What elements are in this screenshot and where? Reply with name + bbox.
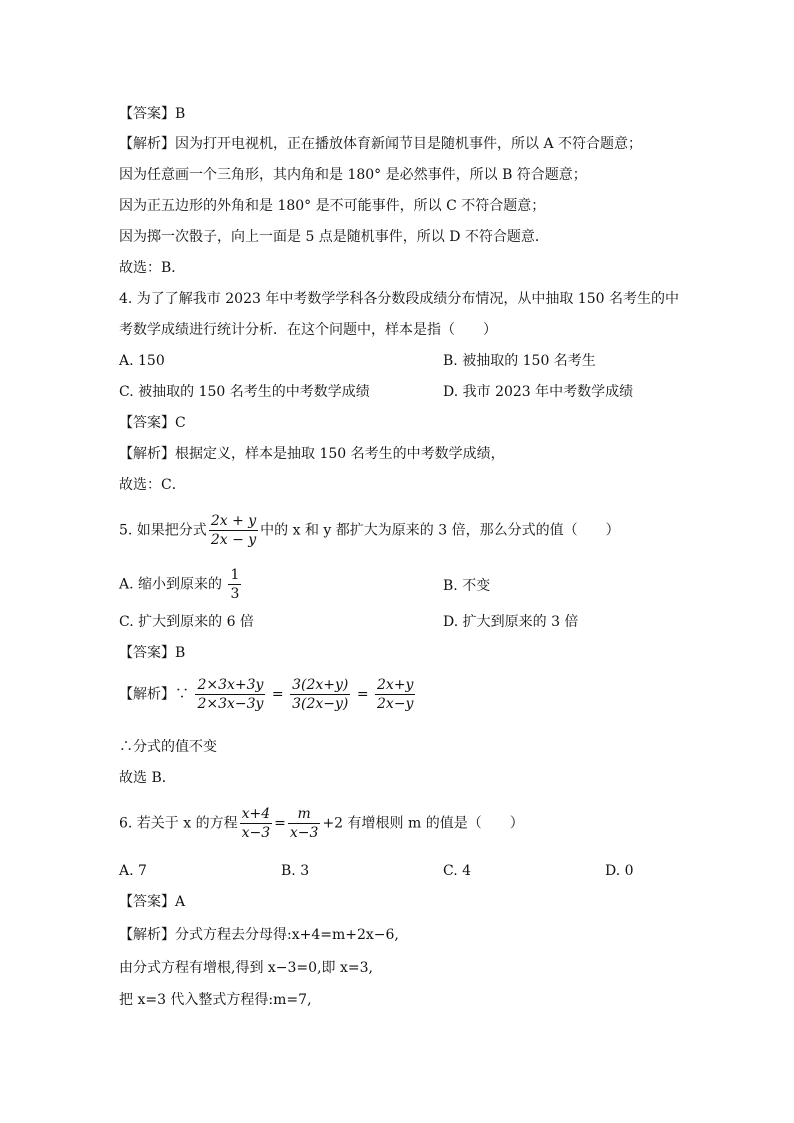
q6-stem-fraction-1 bbox=[240, 805, 273, 842]
q6-option-a: A. 7 bbox=[119, 863, 147, 879]
q5-analysis-fraction-1-denominator: 2×3x−3y bbox=[197, 696, 264, 712]
q5-analysis-fraction-3-numerator: 2x+y bbox=[377, 677, 414, 693]
q4-analysis: 【解析】根据定义，样本是抽取 150 名考生的中考数学成绩， bbox=[119, 446, 505, 462]
q5-option-a-prefix: A. 缩小到原来的 bbox=[119, 576, 223, 593]
q5-stem bbox=[119, 512, 620, 549]
q5-option-a bbox=[119, 566, 243, 603]
q3-analysis-line-4: 因为掷一次骰子，向上一面是 5 点是随机事件，所以 D 不符合题意． bbox=[119, 229, 549, 245]
q6-stem-fraction-2-numerator: m bbox=[297, 806, 311, 822]
q5-option-a-fraction bbox=[228, 566, 241, 603]
q6-option-c: C. 4 bbox=[443, 863, 472, 879]
q6-analysis-line-1: 【解析】分式方程去分母得:x+4=m+2x−6, bbox=[119, 927, 399, 943]
q6-stem-fraction-1-denominator: x−3 bbox=[241, 825, 271, 841]
q5-analysis-fraction-1 bbox=[195, 676, 265, 713]
q6-analysis-line-3: 把 x=3 代入整式方程得:m=7, bbox=[119, 992, 312, 1008]
q6-answer: 【答案】A bbox=[119, 894, 186, 910]
q5-option-c: C. 扩大到原来的 6 倍 bbox=[119, 614, 254, 630]
q6-stem-fraction-2-denominator: x−3 bbox=[289, 825, 319, 841]
q4-option-d: D. 我市 2023 年中考数学成绩 bbox=[443, 384, 634, 400]
q5-analysis-equals-1: = bbox=[271, 686, 284, 703]
q5-analysis-fraction-2-denominator: 3(2x−y) bbox=[292, 696, 349, 712]
q5-analysis-equals-2: = bbox=[356, 686, 369, 703]
q5-conclusion: 故选 B． bbox=[119, 770, 176, 786]
q5-stem-fraction bbox=[209, 512, 258, 549]
q6-analysis-line-2: 由分式方程有增根,得到 x−3=0,即 x=3, bbox=[119, 960, 373, 976]
q4-option-a: A. 150 bbox=[119, 353, 165, 369]
q5-stem-prefix: 5. 如果把分式 bbox=[119, 522, 207, 539]
q3-analysis-line-2: 因为任意画一个三角形，其内角和是 180° 是必然事件，所以 B 符合题意； bbox=[119, 167, 587, 183]
q6-stem-fraction-1-numerator: x+4 bbox=[241, 806, 271, 822]
q6-option-b: B. 3 bbox=[281, 863, 310, 879]
q5-analysis-fraction-3 bbox=[375, 676, 415, 713]
q5-analysis-fraction-2-numerator: 3(2x+y) bbox=[292, 677, 349, 693]
q5-option-a-numerator: 1 bbox=[230, 567, 240, 583]
q4-stem-line-1: 4. 为了了解我市 2023 年中考数学学科各分数段成绩分布情况，从中抽取 150 名考生的中 bbox=[119, 291, 679, 307]
q6-stem-suffix: +2 有增根则 m 的值是（ ） bbox=[322, 815, 524, 832]
q5-option-b: B. 不变 bbox=[443, 578, 491, 594]
q5-analysis-label: 【解析】∵ bbox=[119, 686, 189, 703]
q5-stem-suffix: 中的 x 和 y 都扩大为原来的 3 倍，那么分式的值（ ） bbox=[260, 522, 620, 539]
q5-option-d: D. 扩大到原来的 3 倍 bbox=[443, 614, 579, 630]
q5-analysis-fraction-2 bbox=[290, 676, 350, 713]
q5-analysis-fraction-1-numerator: 2×3x+3y bbox=[197, 677, 264, 693]
q5-answer: 【答案】B bbox=[119, 645, 186, 661]
q6-stem-prefix: 6. 若关于 x 的方程 bbox=[119, 815, 238, 832]
q5-analysis bbox=[119, 676, 417, 713]
q4-option-b: B. 被抽取的 150 名考生 bbox=[443, 353, 596, 369]
q4-option-c: C. 被抽取的 150 名考生的中考数学成绩 bbox=[119, 384, 370, 400]
q5-analysis-fraction-3-denominator: 2x−y bbox=[377, 696, 414, 712]
q4-answer: 【答案】C bbox=[119, 415, 186, 431]
q3-answer: 【答案】B bbox=[119, 106, 186, 122]
q3-conclusion: 故选：B． bbox=[119, 260, 186, 276]
q5-stem-fraction-denominator: 2x − y bbox=[210, 532, 257, 548]
q5-therefore: ∴分式的值不变 bbox=[119, 739, 217, 755]
q5-stem-fraction-numerator: 2x + y bbox=[210, 513, 257, 529]
q3-analysis-line-3: 因为正五边形的外角和是 180° 是不可能事件，所以 C 不符合题意； bbox=[119, 198, 546, 214]
q6-stem-fraction-2 bbox=[288, 805, 321, 842]
q4-stem-line-2: 考数学成绩进行统计分析．在这个问题中，样本是指（ ） bbox=[119, 322, 497, 338]
q3-analysis-line-1: 【解析】因为打开电视机，正在播放体育新闻节目是随机事件，所以 A 不符合题意； bbox=[119, 136, 643, 152]
q5-option-a-denominator: 3 bbox=[230, 586, 240, 602]
q6-stem bbox=[119, 805, 524, 842]
q6-stem-equals: = bbox=[274, 815, 286, 832]
q4-conclusion: 故选：C． bbox=[119, 477, 186, 493]
q6-option-d: D. 0 bbox=[605, 863, 634, 879]
